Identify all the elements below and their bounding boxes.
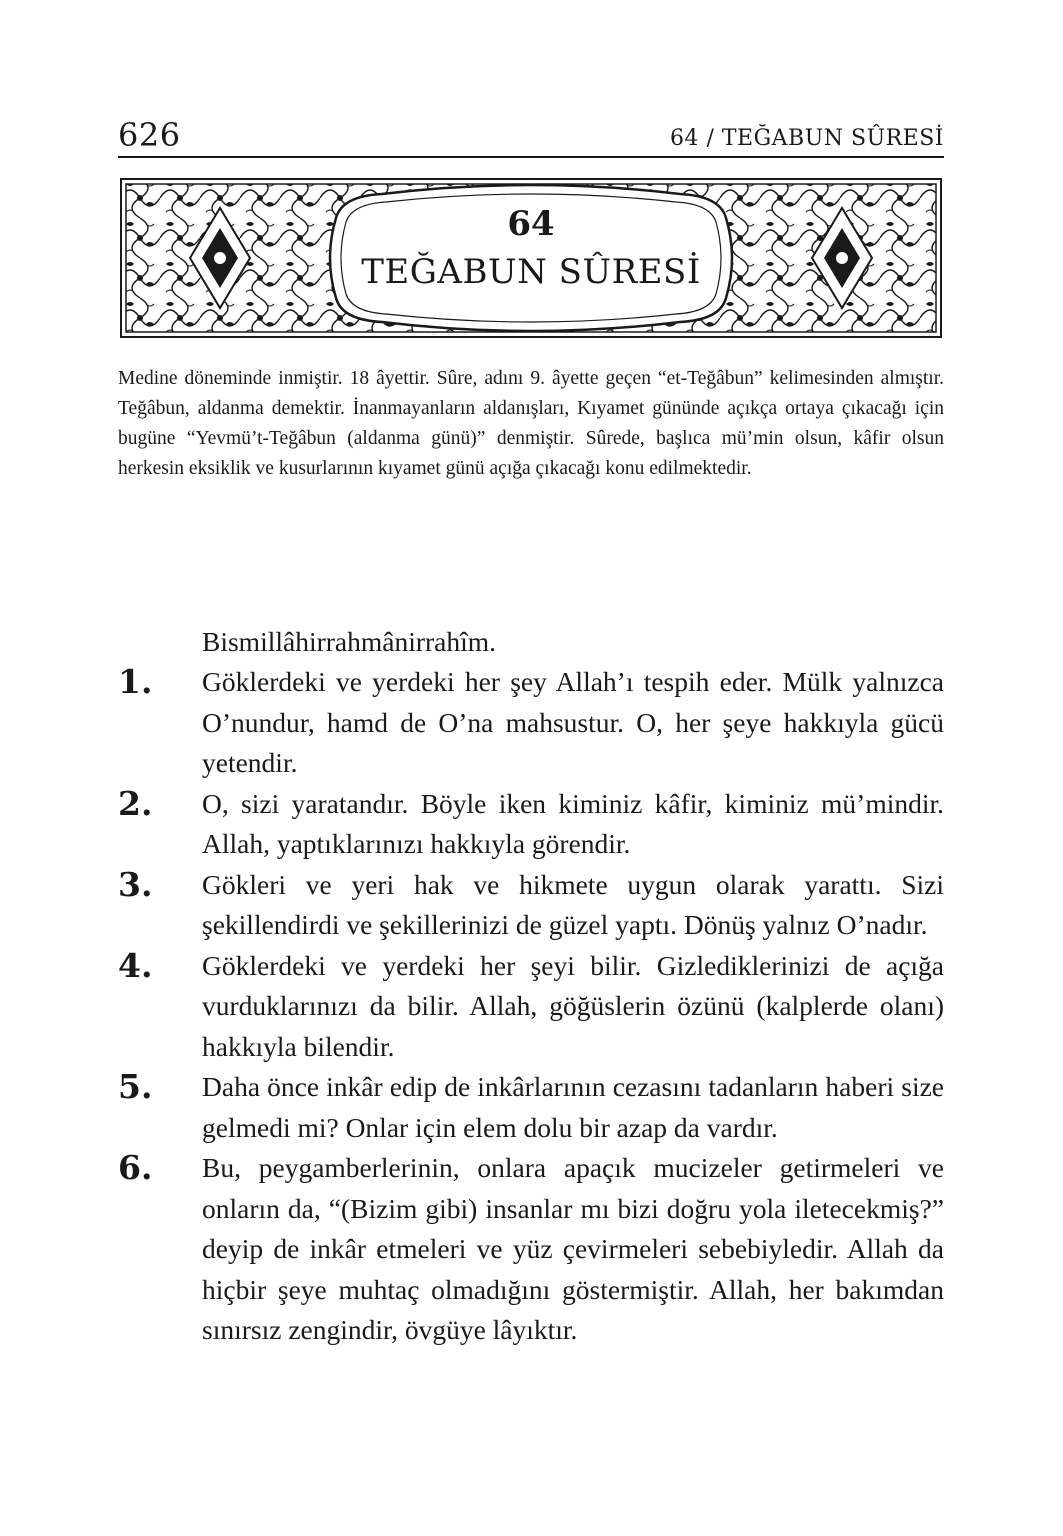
verse-number: 3.: [118, 864, 153, 904]
verse-item: [118, 946, 944, 1068]
page-number: 626: [118, 116, 181, 154]
surah-name: TEĞABUN SÛRESİ: [361, 252, 701, 292]
verse-item: [118, 784, 944, 865]
verse-text: Göklerdeki ve yerdeki her şeyi bilir. Gizlediklerinizi de açığa vurduklarınızı da bilir. Allah, göğüslerin özünü (kalplerde olanı) hakkıyla bilendir.: [202, 949, 944, 1062]
surah-introduction: Medine döneminde inmiştir. 18 âyettir. Sûre, adını 9. âyette geçen “et-Teğâbun” kelimesinden almıştır. Teğâbun, aldanma demektir. İnanmayanların aldanışları, Kıyamet gününde açıkça ortaya çıkacağı için bugüne “Yevmü’t-Teğâbun (aldanma günü)” denmiştir. Sûrede, başlıca mü’min olsun, kâfir olsun herkesin eksiklik ve kusurlarının kıyamet günü açığa çıkacağı konu edilmektedir.: [118, 368, 944, 479]
verse-text: Göklerdeki ve yerdeki her şey Allah’ı tespih eder. Mülk yalnızca O’nundur, hamd de O’na mahsustur. O, her şeye hakkıyla gücü yetendir.: [202, 666, 944, 778]
running-title: 64 / TEĞABUN SÛRESİ: [669, 126, 944, 151]
verse-number: 2.: [118, 783, 153, 823]
verse-number: 6.: [118, 1148, 153, 1187]
verse-item: [118, 1148, 944, 1351]
page-header: [118, 112, 944, 158]
verse-number: 4.: [118, 945, 153, 985]
verse-text: Bu, peygamberlerinin, onlara apaçık mucizeler getirmeleri ve onların da, “(Bizim gibi) insanlar mı bizi doğru yola iletecekmiş?” deyip de inkâr etmeleri ve yüz çevirmeleri sebebiyledir. Allah da hiçbir şeye muhtaç olmadığını göstermiştir. Allah, her bakımdan sınırsız zengindir, övgüye lâyıktır.: [202, 1152, 944, 1345]
surah-banner: [120, 178, 942, 338]
verse-text: Gökleri ve yeri hak ve hikmete uygun olarak yarattı. Sizi şekillendirdi ve şekillerinizi de güzel yaptı. Dönüş yalnız O’nadır.: [202, 868, 944, 940]
verse-item: [118, 1067, 944, 1148]
surah-title-cartouche: [360, 178, 702, 338]
basmala: Bismillâhirrahmânirrahîm.: [202, 626, 497, 657]
verse-text: O, sizi yaratandır. Böyle iken kiminiz kâfir, kiminiz mü’mindir. Allah, yaptıklarınızı hakkıyla görendir.: [202, 787, 944, 859]
verse-list: [118, 622, 944, 1351]
verse-item: [118, 865, 944, 946]
verse-text: Daha önce inkâr edip de inkârlarının cezasını tadanların haberi size gelmedi mi? Onlar için elem dolu bir azap da vardır.: [202, 1071, 944, 1143]
header-rule: [118, 156, 944, 158]
verse-number: 1.: [118, 662, 153, 701]
verse-number: 5.: [118, 1067, 153, 1106]
surah-number: 64: [507, 204, 555, 244]
verse-item: [118, 662, 944, 784]
